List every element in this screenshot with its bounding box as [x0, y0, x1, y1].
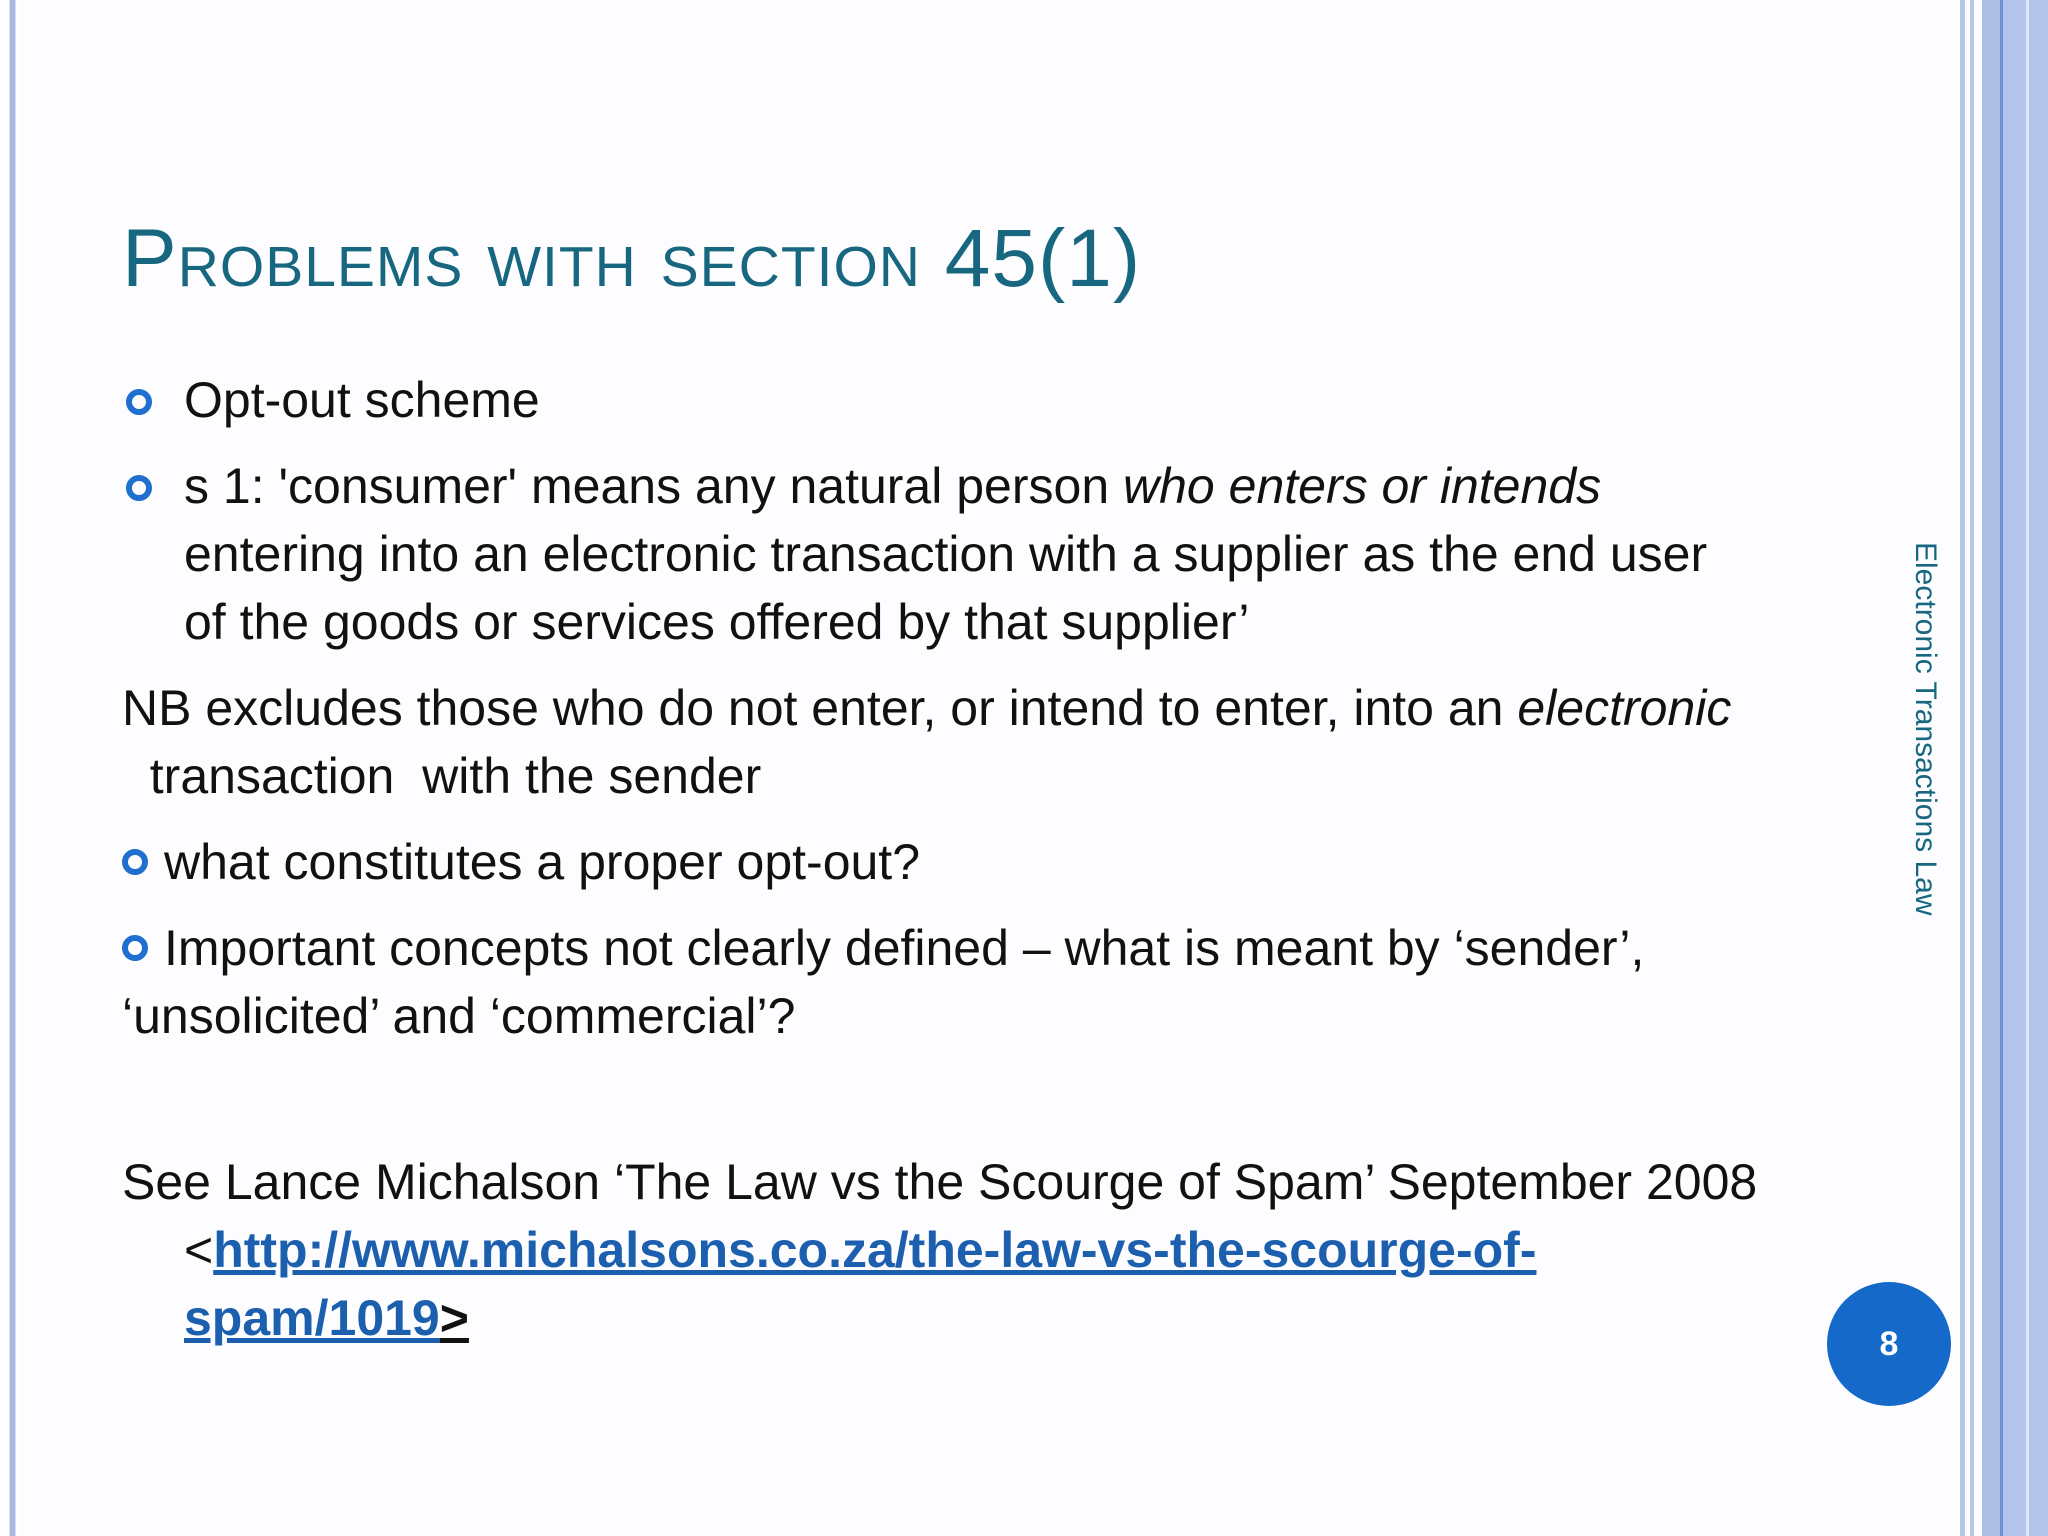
- bullet-ring-icon: [122, 935, 148, 961]
- nb-note-italic: electronic: [1517, 680, 1732, 736]
- bullet-ring-icon: [126, 475, 152, 501]
- consumer-definition-suffix: entering into an electronic transaction with a supplier as the end user of the goods or services offered by that supplier’: [184, 526, 1708, 650]
- bullet-opt-out-text: Opt-out scheme: [184, 372, 540, 428]
- page-number-badge: 8: [1827, 1282, 1951, 1406]
- reference-close: >: [439, 1290, 469, 1346]
- bullet-concepts: [122, 914, 1762, 1050]
- nb-note: [122, 674, 1762, 810]
- consumer-definition-prefix: s 1: 'consumer' means any natural person: [184, 458, 1124, 514]
- right-border-decoration: [1960, 0, 2048, 1536]
- bullet-ring-icon: [126, 389, 152, 415]
- side-footer-label: Electronic Transactions Law: [1909, 542, 1942, 916]
- reference-citation: [122, 1148, 1762, 1352]
- slide-title: Problems with section 45(1): [122, 213, 1142, 304]
- reference-text: See Lance Michalson ‘The Law vs the Scourge of Spam’ September 2008 <: [122, 1154, 1758, 1278]
- nb-note-prefix: NB excludes those who do not enter, or intend to enter, into an: [122, 680, 1518, 736]
- bullet-concepts-text: Important concepts not clearly defined – what is meant by ‘sender’, ‘unsolicited’ and ‘commercial’?: [122, 920, 1645, 1044]
- bullet-opt-out: [122, 366, 1762, 434]
- slide-body: [122, 366, 1762, 1370]
- bullet-proper-opt-out: [122, 828, 1762, 896]
- nb-note-suffix: transaction with the sender: [122, 748, 762, 804]
- bullet-proper-opt-out-text: what constitutes a proper opt-out?: [164, 834, 921, 890]
- left-border-decoration: [0, 0, 20, 1536]
- bullet-consumer-definition: [122, 452, 1762, 656]
- consumer-definition-italic: who enters or intends: [1123, 458, 1602, 514]
- reference-link[interactable]: http://www.michalsons.co.za/the-law-vs-the-scourge-of-spam/1019: [184, 1222, 1537, 1346]
- bullet-ring-icon: [122, 849, 148, 875]
